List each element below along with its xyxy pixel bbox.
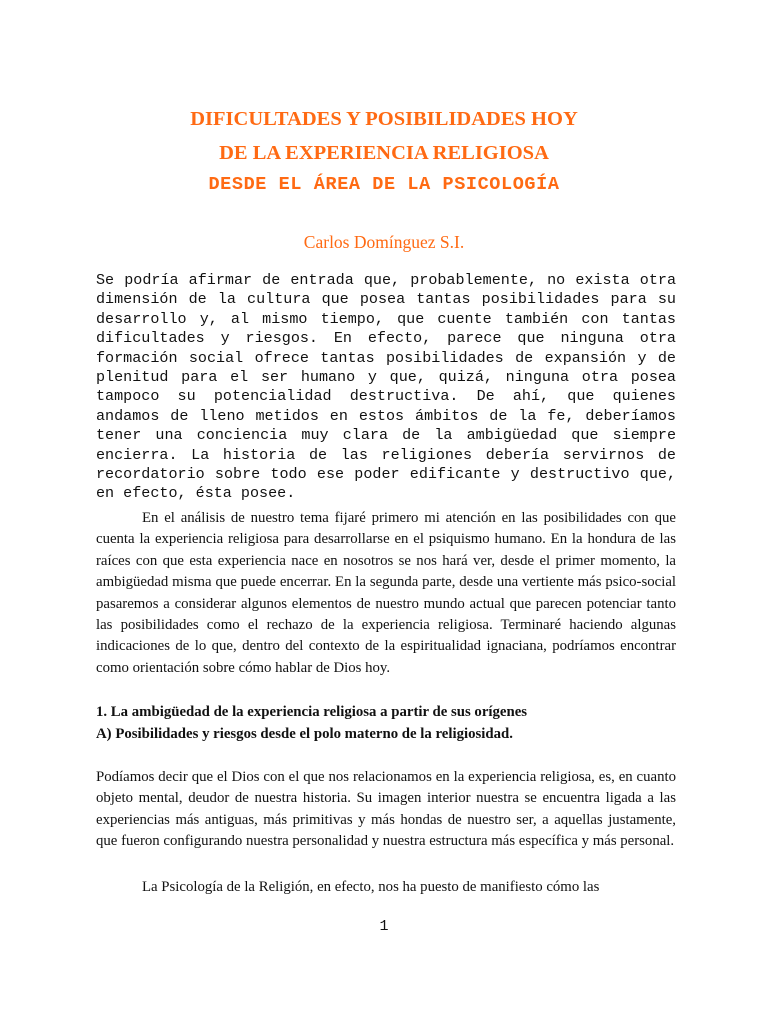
body-paragraph-2: En el análisis de nuestro tema fijaré primero mi atención en las posibilidades con que cuenta la experiencia religiosa para desarrollarse en el psiquismo humano. En la hondura de las raíces con que esta experiencia nace en nosotros se nos hará ver, desde el primer momento, la ambigüedad misma que puede encerrar. En la segunda parte, desde una vertiente más psico-social pasaremos a considerar algunos elementos de nuestro mundo actual que parecen potenciar tanto las posibilidades como el rechazo de la experiencia religiosa. Terminaré haciendo algunas indicaciones de lo que, dentro del contexto de la espiritualidad ignaciana, podríamos encontrar como orientación sobre cómo hablar de Dios hoy.: [96, 510, 676, 676]
document-title-line2: DE LA EXPERIENCIA RELIGIOSA: [219, 142, 549, 164]
intro-paragraph: Se podría afirmar de entrada que, probablemente, no exista otra dimensión de la cultura que posea tantas posibilidades para su desarrollo y, al mismo tiempo, que cuente también con tantas dificultades y riesgos. En efecto, parece que ninguna otra formación social ofrece tantas posibilidades de expansión y de plenitud para el ser humano y que, quizá, ninguna otra posea tampoco su potencialidad destructiva. De ahí, que quienes andamos de lleno metidos en estos ámbitos de la fe, deberíamos tener una conciencia muy clara de la ambigüedad que siempre encierra. La historia de las religiones debería servirnos de recordatorio sobre todo ese poder edificante y destructivo que, en efecto, ésta posee.: [96, 271, 676, 503]
document-title-line3: DESDE EL ÁREA DE LA PSICOLOGÍA: [208, 174, 560, 195]
author-name: Carlos Domínguez S.I.: [303, 232, 465, 252]
page-number: 1: [379, 918, 389, 935]
body-paragraph-3: Podíamos decir que el Dios con el que nos relacionamos en la experiencia religiosa, es, en cuanto objeto mental, deudor de nuestra historia. Su imagen interior nuestra se encuentra ligada a las experiencias más antiguas, más primitivas y más hondas de nuestro ser, a aquellas justamente, que fueron configurando nuestra personalidad y nuestra estructura más específica y más personal.: [96, 769, 676, 850]
body-paragraph-4: La Psicología de la Religión, en efecto, nos ha puesto de manifiesto cómo las: [142, 879, 600, 895]
subsection-heading: A) Posibilidades y riesgos desde el polo materno de la religiosidad.: [96, 726, 513, 742]
document-title-line1: DIFICULTADES Y POSIBILIDADES HOY: [190, 108, 578, 130]
section-heading: 1. La ambigüedad de la experiencia religiosa a partir de sus orígenes: [96, 704, 528, 720]
